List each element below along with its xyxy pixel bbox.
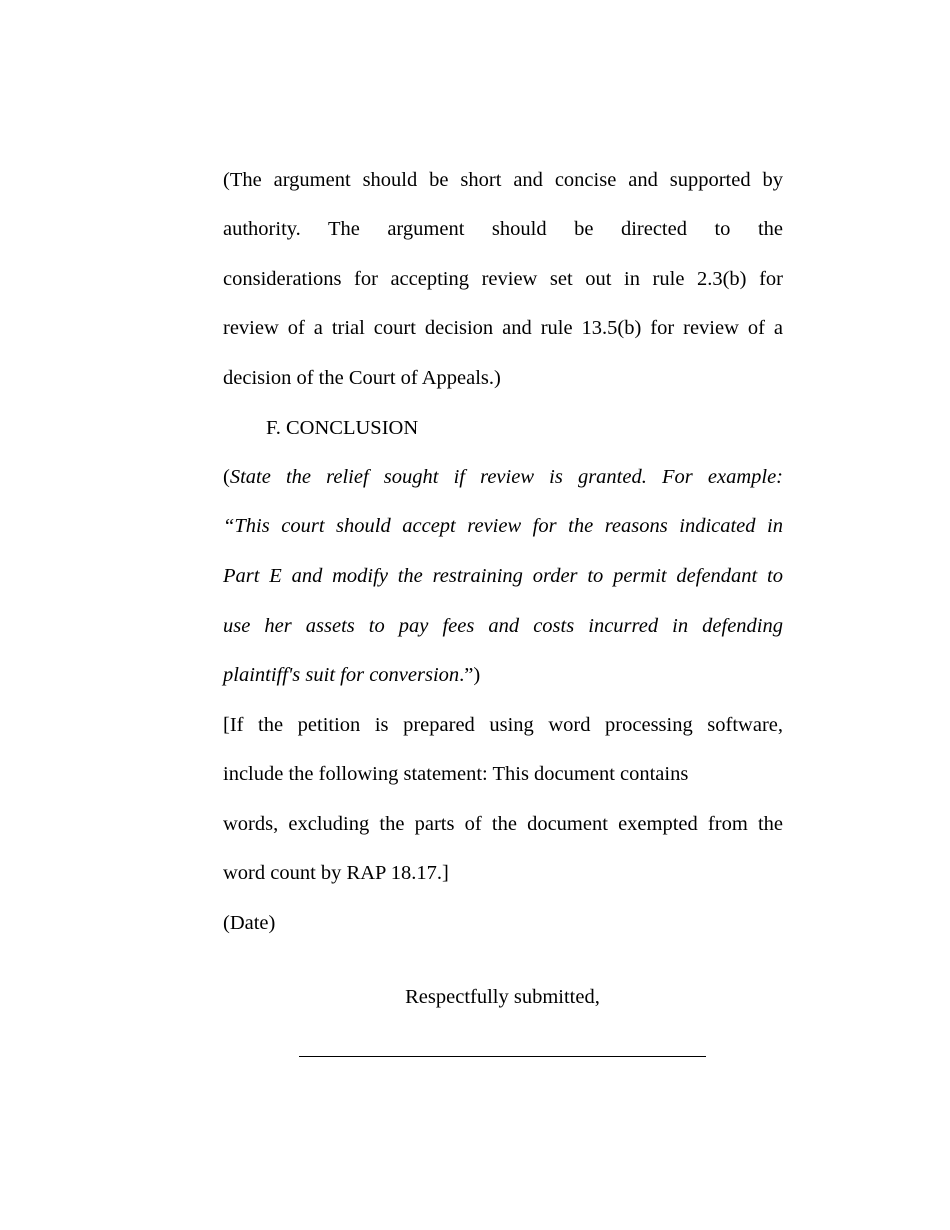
conclusion-close: .”) [459, 664, 481, 686]
argument-line-4: review of a trial court decision and rule 13.5(b) for review of a [223, 317, 783, 339]
conclusion-heading: F. CONCLUSION [266, 417, 419, 439]
wordcount-line-3: words, excluding the parts of the document exempted from the [223, 813, 783, 835]
argument-line-3: considerations for accepting review set out in rule 2.3(b) for [223, 268, 783, 290]
signature-line [299, 1056, 706, 1057]
wordcount-line-4: word count by RAP 18.17.] [223, 862, 449, 884]
open-paren: ( [223, 466, 230, 488]
wordcount-line-2 [223, 762, 783, 786]
closing-text: Respectfully submitted, [405, 986, 600, 1008]
conclusion-line-4: use her assets to pay fees and costs incurred in defending [223, 615, 783, 637]
argument-line-1: (The argument should be short and concise and supported by [223, 169, 783, 191]
conclusion-line-1 [223, 465, 783, 489]
conclusion-line-5 [223, 663, 783, 687]
conclusion-line-2: “This court should accept review for the reasons indicated in [223, 515, 783, 537]
wordcount-line-1: [If the petition is prepared using word processing software, [223, 714, 783, 736]
conclusion-italic-1: State the relief sought if review is granted. For example: [229, 466, 783, 488]
conclusion-line-3: Part E and modify the restraining order to permit defendant to [223, 565, 783, 587]
wordcount-line-2-text: include the following statement: This document contains [223, 763, 689, 785]
date-label: (Date) [223, 912, 276, 934]
argument-line-5: decision of the Court of Appeals.) [223, 367, 501, 389]
conclusion-italic-5: plaintiff's suit for conversion [223, 664, 460, 686]
argument-line-2: authority. The argument should be directed to the [223, 218, 783, 240]
